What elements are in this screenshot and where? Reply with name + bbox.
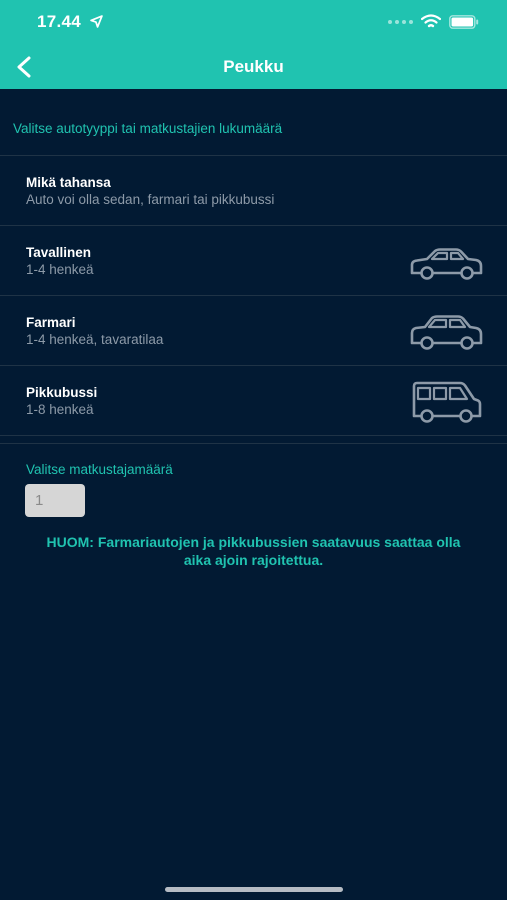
- home-indicator[interactable]: [165, 887, 343, 892]
- option-title: Pikkubussi: [26, 385, 98, 400]
- option-title: Farmari: [26, 315, 76, 330]
- status-indicators: [388, 14, 479, 29]
- option-subtitle: Auto voi olla sedan, farmari tai pikkubussi: [26, 192, 275, 207]
- vehicle-option-station-wagon[interactable]: [0, 296, 507, 366]
- vehicle-option-regular[interactable]: [0, 226, 507, 296]
- app-header: [0, 0, 507, 89]
- sedan-icon: [408, 240, 484, 284]
- passenger-count-input[interactable]: [25, 484, 85, 517]
- status-time: 17.44: [37, 12, 82, 31]
- minibus-icon: [408, 380, 484, 424]
- option-title: Mikä tahansa: [26, 175, 111, 190]
- option-subtitle: 1-8 henkeä: [26, 402, 94, 417]
- wifi-icon: [421, 14, 441, 29]
- station-wagon-icon: [408, 310, 484, 354]
- option-subtitle: 1-4 henkeä, tavaratilaa: [26, 332, 164, 347]
- signal-dots-icon: [388, 20, 413, 24]
- page-title: Peukku: [223, 57, 284, 76]
- option-title: Tavallinen: [26, 245, 92, 260]
- availability-note: HUOM: Farmariautojen ja pikkubussien saatavuus saattaa olla aika ajoin rajoitettua.: [46, 534, 461, 568]
- vehicle-option-any[interactable]: [0, 156, 507, 226]
- battery-icon: [449, 15, 479, 29]
- vehicle-option-list: [0, 156, 507, 436]
- location-arrow-icon: [90, 15, 103, 28]
- divider: [0, 443, 507, 444]
- vehicle-section-label: Valitse autotyyppi tai matkustajien lukumäärä: [13, 121, 283, 136]
- option-subtitle: 1-4 henkeä: [26, 262, 94, 277]
- vehicle-option-minibus[interactable]: [0, 366, 507, 436]
- passenger-count-label: Valitse matkustajamäärä: [26, 462, 173, 477]
